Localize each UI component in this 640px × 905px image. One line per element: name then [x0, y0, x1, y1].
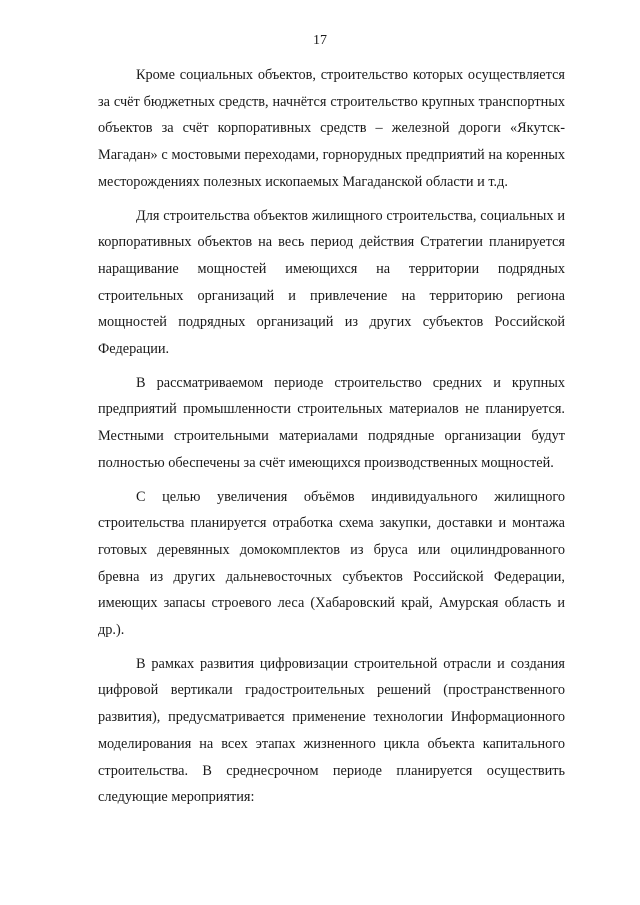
document-body [98, 62, 565, 818]
paragraph-construction-objects: Кроме социальных объектов, строительство которых осуществляется за счёт бюджетных средств, начнётся строительство крупных транспортных объектов за счёт корпоративных средств – железной дороги «Якутск-Магадан» с мостовыми переходами, горнорудных предприятий на коренных месторождениях полезных ископаемых Магаданской области и т.д. [98, 67, 565, 190]
paragraph-contractor-capacity: Для строительства объектов жилищного строительства, социальных и корпоративных объектов на весь период действия Стратегии планируется наращивание мощностей имеющихся на территории подрядных строительных организаций и привлечение на территорию региона мощностей подрядных организаций из других субъектов Российской Федерации. [98, 207, 565, 358]
paragraph-individual-housing: С целью увеличения объёмов индивидуального жилищного строительства планируется отработка схема закупки, доставки и монтажа готовых деревянных домокомплектов из бруса или оцилиндрованного бревна из других дальневосточных субъектов Российской Федерации, имеющих запасы строевого леса (Хабаровский край, Амурская область и др.). [98, 488, 565, 639]
page-number: 17 [313, 33, 327, 48]
paragraph-digitalization: В рамках развития цифровизации строительной отрасли и создания цифровой вертикали градостроительных решений (пространственного развития), предусматривается применение технологии Информационного моделирования на всех этапах жизненного цикла объекта капитального строительства. В среднесрочном периоде планируется осуществить следующие мероприятия: [98, 655, 565, 806]
paragraph-building-materials: В рассматриваемом периоде строительство средних и крупных предприятий промышленности строительных материалов не планируется. Местными строительными материалами подрядные организации будут полностью обеспечены за счёт имеющихся производственных мощностей. [98, 374, 565, 471]
